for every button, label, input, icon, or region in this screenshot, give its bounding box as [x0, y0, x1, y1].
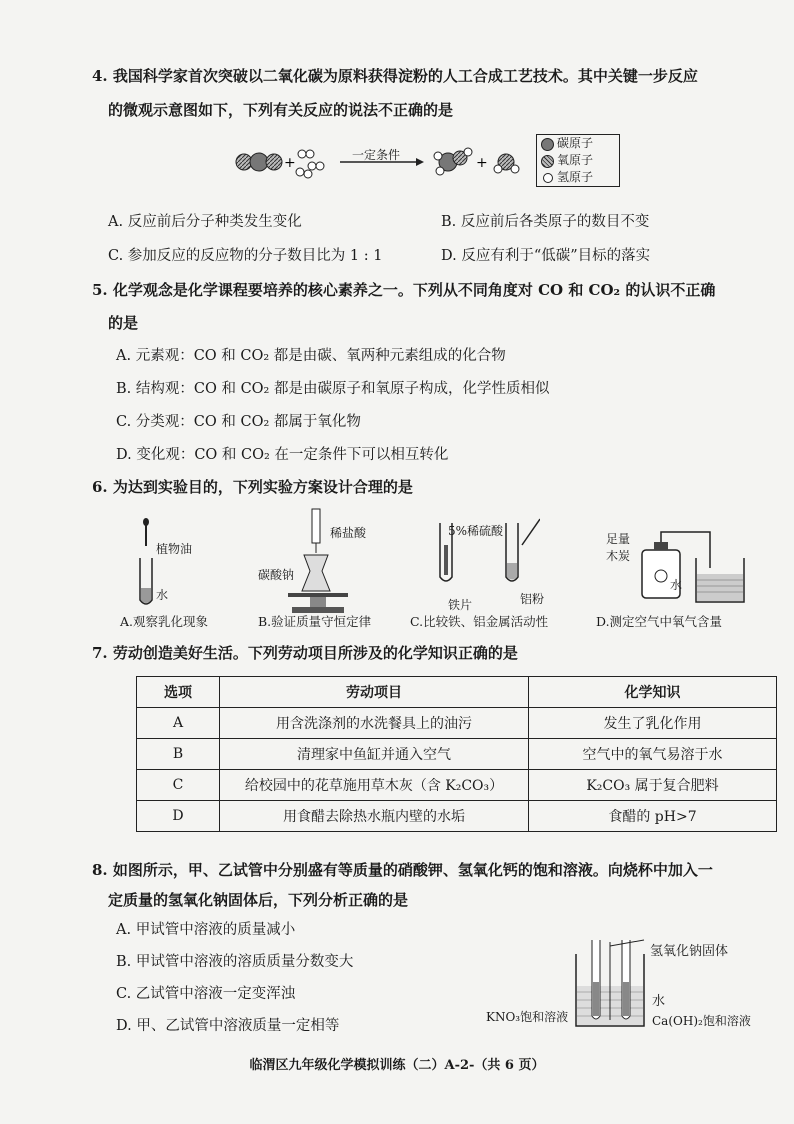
- q6-fig-c-caption: C.比较铁、铝金属活动性: [410, 614, 549, 629]
- q6-fig-b-caption: B.验证质量守恒定律: [258, 614, 372, 629]
- table-header-row: [137, 677, 777, 708]
- cell-labor: 清理家中鱼缸并通入空气: [220, 739, 529, 770]
- q4-arrow-label: 一定条件: [352, 148, 401, 162]
- q6-fig-a-label-water: 水: [156, 588, 169, 602]
- q8-option-d: D. 甲、乙试管中溶液质量一定相等: [116, 1018, 340, 1034]
- cell-option: A: [137, 708, 220, 739]
- q5-option-d: D. 变化观：CO 和 CO₂ 在一定条件下可以相互转化: [116, 447, 449, 463]
- cell-knowledge: 食醋的 pH>7: [529, 801, 777, 832]
- legend-oxygen: 氧原子: [537, 152, 619, 169]
- oxygen-atom-icon: [541, 155, 554, 168]
- q6-fig-c-label-acid: 5%稀硫酸: [448, 524, 504, 538]
- svg-text:+: +: [476, 155, 488, 171]
- q8-label-water: 水: [652, 994, 666, 1009]
- cell-knowledge: 空气中的氧气易溶于水: [529, 739, 777, 770]
- col-header-labor: 劳动项目: [220, 677, 529, 708]
- col-header-knowledge: 化学知识: [529, 677, 777, 708]
- q6-fig-b-balance: [282, 505, 362, 615]
- q5-stem-line1: 5. 化学观念是化学课程要培养的核心素养之一。下列从不同角度对 CO 和 CO₂ 的认识不正确: [92, 281, 716, 299]
- q8-option-a: A. 甲试管中溶液的质量减小: [116, 922, 296, 938]
- cell-option: B: [137, 739, 220, 770]
- q4-option-c: C. 参加反应的反应物的分子数目比为 1 : 1: [108, 248, 383, 264]
- q8-option-c: C. 乙试管中溶液一定变浑浊: [116, 986, 296, 1002]
- table-row: [137, 739, 777, 770]
- svg-text:+: +: [284, 155, 296, 171]
- cell-option: C: [137, 770, 220, 801]
- q8-beaker-diagram: [570, 936, 650, 1032]
- q4-option-a: A. 反应前后分子种类发生变化: [108, 214, 302, 230]
- q4-stem-line1: 4. 我国科学家首次突破以二氧化碳为原料获得淀粉的人工合成工艺技术。其中关键一步反应: [92, 67, 698, 85]
- q6-fig-b-label-hcl: 稀盐酸: [330, 526, 367, 540]
- q8-label-caoh2: Ca(OH)₂饱和溶液: [652, 1014, 751, 1028]
- q6-fig-b-label-na2co3: 碳酸钠: [258, 568, 295, 582]
- q4-atom-legend: [536, 134, 620, 187]
- q4-option-d: D. 反应有利于“低碳”目标的落实: [441, 248, 651, 264]
- q5-option-c: C. 分类观：CO 和 CO₂ 都属于氧化物: [116, 414, 361, 430]
- q6-fig-a-caption: A.观察乳化现象: [120, 614, 209, 629]
- q5-option-a: A. 元素观：CO 和 CO₂ 都是由碳、氧两种元素组成的化合物: [116, 348, 506, 364]
- table-row: [137, 801, 777, 832]
- q8-stem-line2: 定质量的氢氧化钠固体后，下列分析正确的是: [108, 891, 409, 909]
- cell-labor: 用食醋去除热水瓶内壁的水垢: [220, 801, 529, 832]
- cell-labor: 给校园中的花草施用草木灰（含 K₂CO₃）: [220, 770, 529, 801]
- q8-label-kno3: KNO₃饱和溶液: [486, 1010, 569, 1024]
- cell-option: D: [137, 801, 220, 832]
- q6-fig-c-label-al: 铝粉: [520, 592, 545, 606]
- q8-option-b: B. 甲试管中溶液的溶质质量分数变大: [116, 954, 354, 970]
- table-row: [137, 770, 777, 801]
- q6-fig-d-caption: D.测定空气中氧气含量: [596, 614, 723, 629]
- table-row: [137, 708, 777, 739]
- q6-fig-d-label-charcoal: 木炭: [606, 549, 631, 563]
- col-header-option: 选项: [137, 677, 220, 708]
- q6-fig-d-apparatus: [636, 528, 756, 608]
- hydrogen-atom-icon: [543, 173, 553, 183]
- q7-table: [136, 676, 777, 832]
- q8-label-naoh: 氢氧化钠固体: [650, 944, 729, 959]
- q6-fig-d-label-enough: 足量: [606, 532, 631, 546]
- legend-carbon: 碳原子: [537, 135, 619, 152]
- q6-fig-a-label-oil: 植物油: [156, 542, 193, 556]
- q5-option-b: B. 结构观：CO 和 CO₂ 都是由碳原子和氧原子构成，化学性质相似: [116, 381, 550, 397]
- q5-stem-line2: 的是: [108, 314, 139, 332]
- q8-stem-line1: 8. 如图所示，甲、乙试管中分别盛有等质量的硝酸钾、氢氧化钙的饱和溶液。向烧杯中加入一: [92, 861, 713, 879]
- q6-fig-d-label-water: 水: [670, 578, 683, 592]
- q7-stem: 7. 劳动创造美好生活。下列劳动项目所涉及的化学知识正确的是: [92, 644, 518, 662]
- page-footer: 临渭区九年级化学模拟训练（二）A-2-（共 6 页）: [249, 1058, 545, 1073]
- q6-stem: 6. 为达到实验目的，下列实验方案设计合理的是: [92, 478, 413, 496]
- cell-labor: 用含洗涤剂的水洗餐具上的油污: [220, 708, 529, 739]
- q4-option-b: B. 反应前后各类原子的数目不变: [441, 214, 650, 230]
- carbon-atom-icon: [541, 138, 554, 151]
- q6-fig-c-label-iron: 铁片: [448, 598, 473, 612]
- cell-knowledge: K₂CO₃ 属于复合肥料: [529, 770, 777, 801]
- legend-hydrogen: 氢原子: [537, 169, 619, 186]
- q4-stem-line2: 的微观示意图如下，下列有关反应的说法不正确的是: [108, 101, 454, 119]
- cell-knowledge: 发生了乳化作用: [529, 708, 777, 739]
